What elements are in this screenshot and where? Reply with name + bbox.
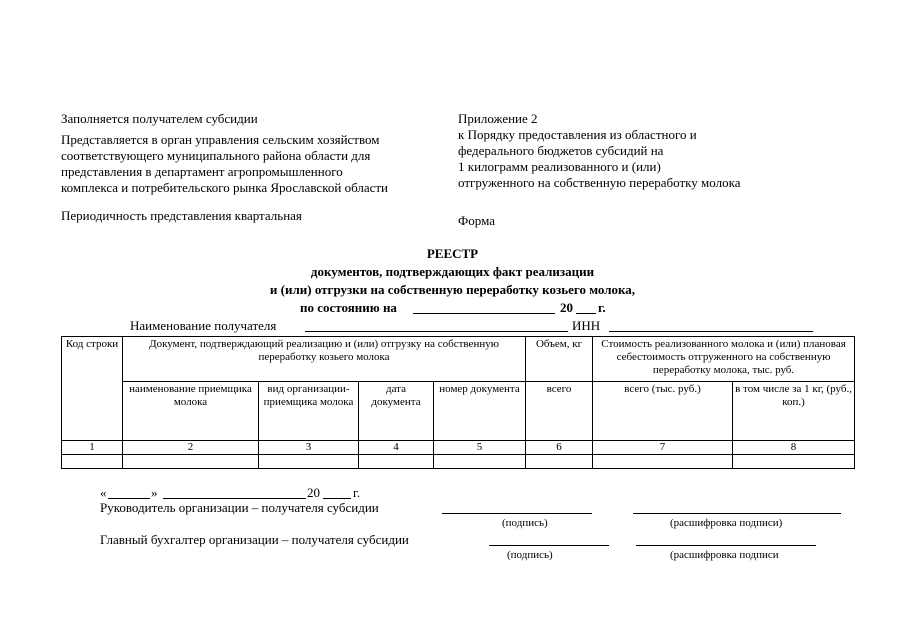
date-close-quote: » [151,485,158,500]
appendix-line: федерального бюджетов субсидий на [458,143,664,158]
date-year-suffix: г. [353,485,361,500]
table-row [62,455,855,469]
as-of-label: по состоянию на [300,300,397,315]
subheader-buyer-name: наименование приемщика молока [123,382,259,441]
accountant-decoding-caption: (расшифровка подписи [670,549,779,561]
table-cell[interactable] [434,455,526,469]
column-number: 4 [359,441,434,455]
column-number: 3 [259,441,359,455]
inn-field[interactable] [609,331,813,332]
subheader-org-type: вид организации-приемщика молока [259,382,359,441]
accountant-decoding-field[interactable] [636,545,816,546]
as-of-year-suffix: г. [598,300,606,315]
submission-note-line: представления в департамент агропромышленного [61,164,343,179]
column-number: 8 [733,441,855,455]
head-decoding-field[interactable] [633,513,841,514]
appendix-line: отгруженного на собственную переработку молока [458,175,741,190]
as-of-year-field[interactable] [576,313,596,314]
submission-note-line: комплекса и потребительского рынка Ярославской области [61,180,389,195]
head-signature-field[interactable] [442,513,592,514]
column-number: 6 [526,441,593,455]
table-cell[interactable] [62,455,123,469]
date-year-field[interactable] [323,498,351,499]
table-cell[interactable] [593,455,733,469]
column-number: 7 [593,441,733,455]
as-of-date-field[interactable] [413,313,555,314]
appendix-line: Приложение 2 [458,111,538,126]
document-subtitle-line: документов, подтверждающих факт реализации [310,264,595,279]
submission-note-line: соответствующего муниципального района области для [61,148,371,163]
document-subtitle-line: и (или) отгрузки на собственную переработку козьего молока, [269,282,636,297]
head-decoding-caption: (расшифровка подписи) [670,517,783,529]
date-year-prefix: 20 [307,485,320,500]
subheader-cost-total: всего (тыс. руб.) [593,382,733,441]
appendix-reference [458,111,818,191]
subheader-volume-total: всего [526,382,593,441]
inn-label: ИНН [572,318,601,333]
recipient-name-label: Наименование получателя [130,318,277,333]
table-cell[interactable] [733,455,855,469]
table-subheader-row [62,382,855,441]
subheader-doc-number: номер документа [434,382,526,441]
document-title: РЕЕСТР [426,246,479,261]
appendix-line: 1 килограмм реализованного и (или) [458,159,661,174]
date-open-quote: « [100,485,107,500]
accountant-signature-label: Главный бухгалтер организации – получателя субсидии [100,532,409,547]
head-signature-label: Руководитель организации – получателя субсидии [100,500,379,515]
date-month-field[interactable] [163,498,306,499]
form-label: Форма [458,213,495,228]
recipient-name-field[interactable] [305,331,568,332]
subheader-cost-per-kg: в том числе за 1 кг, (руб., коп.) [733,382,855,441]
table-cell[interactable] [526,455,593,469]
table-cell[interactable] [123,455,259,469]
column-number: 1 [62,441,123,455]
accountant-signature-field[interactable] [489,545,609,546]
date-day-field[interactable] [108,498,150,499]
column-number-row [62,441,855,455]
header-volume: Объем, кг [526,337,593,382]
filled-by-note: Заполняется получателем субсидии [61,111,258,126]
periodicity-note: Периодичность представления квартальная [61,208,302,223]
table-cell[interactable] [259,455,359,469]
header-document: Документ, подтверждающий реализацию и (или) отгрузку на собственную переработку козьего молока [123,337,526,382]
registry-table [61,336,855,469]
submission-note [61,132,461,196]
subheader-doc-date: дата документа [359,382,434,441]
accountant-signature-caption: (подпись) [507,549,553,561]
head-signature-caption: (подпись) [502,517,548,529]
appendix-line: к Порядку предоставления из областного и [458,127,697,142]
column-number: 2 [123,441,259,455]
table-cell[interactable] [359,455,434,469]
as-of-year-prefix: 20 [560,300,573,315]
column-number: 5 [434,441,526,455]
submission-note-line: Представляется в орган управления сельским хозяйством [61,132,380,147]
header-line-code: Код строки [62,337,123,441]
table-header-row [62,337,855,382]
header-cost: Стоимость реализованного молока и (или) плановая себестоимость отгруженного на собственную переработку молока, тыс. руб. [593,337,855,382]
